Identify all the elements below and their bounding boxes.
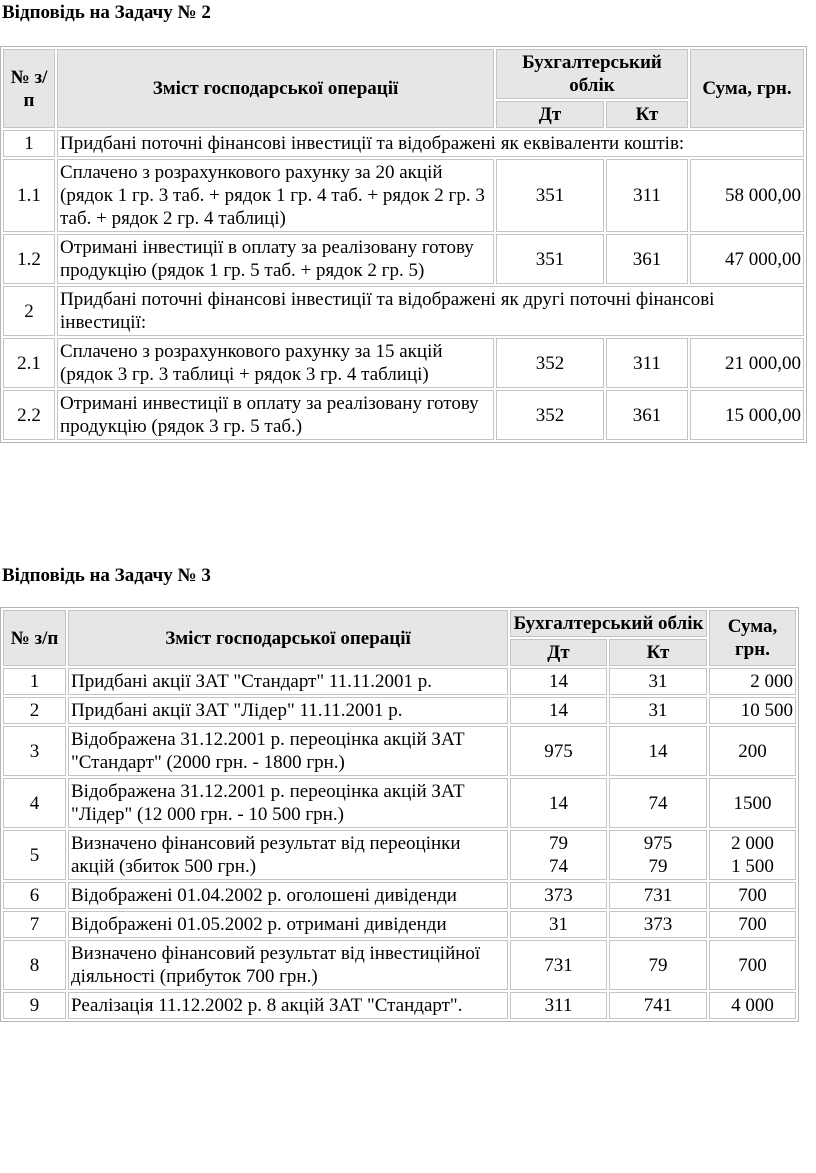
- row-text: Визначено фінансовий результат від переоцінки акцій (збиток 500 грн.): [68, 830, 508, 880]
- row-credit: 361: [606, 234, 688, 284]
- header-credit: Кт: [609, 639, 707, 666]
- row-credit-line: 975: [643, 833, 673, 854]
- row-num: 1: [3, 130, 55, 157]
- row-sum-line: 2 000: [731, 833, 774, 854]
- row-text: Сплачено з розрахункового рахунку за 20 акцій (рядок 1 гр. 3 таб. + рядок 1 гр. 4 таб. + рядок 2 гр. 3 таб. + рядок 2 гр. 4 таблиці): [57, 159, 494, 232]
- row-num: 1.1: [3, 159, 55, 232]
- row-debit: 352: [496, 390, 604, 440]
- row-num: 6: [3, 882, 66, 909]
- row-credit: 14: [609, 726, 707, 776]
- row-debit: 975: [510, 726, 607, 776]
- table-row: [3, 234, 804, 284]
- row-debit: 351: [496, 234, 604, 284]
- table-row: [3, 882, 796, 909]
- header-sum: Сума, грн.: [690, 49, 804, 128]
- row-sum: 700: [709, 911, 796, 938]
- header-credit: Кт: [606, 101, 688, 128]
- header-sum: Сума, грн.: [709, 610, 796, 666]
- section-text: Придбані поточні фінансові інвестиції та відображені як еквіваленти коштів:: [57, 130, 804, 157]
- row-credit: 741: [609, 992, 707, 1019]
- table-row: [3, 390, 804, 440]
- row-debit: 14: [510, 778, 607, 828]
- row-credit: 311: [606, 338, 688, 388]
- row-credit-line: 79: [648, 856, 668, 877]
- row-debit: 352: [496, 338, 604, 388]
- row-debit: [510, 830, 607, 880]
- row-debit-line: 74: [549, 856, 568, 877]
- row-credit: 31: [609, 697, 707, 724]
- row-num: 2.1: [3, 338, 55, 388]
- row-debit: 31: [510, 911, 607, 938]
- table-row: [3, 992, 796, 1019]
- row-credit: 79: [609, 940, 707, 990]
- task2-title: Відповідь на Задачу № 2: [2, 2, 211, 23]
- row-sum: 700: [709, 882, 796, 909]
- row-num: 2.2: [3, 390, 55, 440]
- row-debit-line: 79: [549, 833, 568, 854]
- task2-table: [0, 46, 807, 443]
- row-num: 1: [3, 668, 66, 695]
- row-credit: 373: [609, 911, 707, 938]
- header-num: № з/п: [3, 610, 66, 666]
- row-sum: [709, 830, 796, 880]
- row-num: 5: [3, 830, 66, 880]
- header-num: № з/п: [3, 49, 55, 128]
- row-num: 2: [3, 286, 55, 336]
- table-row: [3, 697, 796, 724]
- row-sum: 2 000: [709, 668, 796, 695]
- section-text: Придбані поточні фінансові інвестиції та відображені як другі поточні фінансові інвестиції:: [57, 286, 804, 336]
- table-row: [3, 668, 796, 695]
- row-text: Відображені 01.04.2002 р. оголошені дивіденди: [68, 882, 508, 909]
- row-debit: 14: [510, 668, 607, 695]
- row-sum: 10 500: [709, 697, 796, 724]
- table-row: [3, 338, 804, 388]
- row-text: Відображена 31.12.2001 р. переоцінка акцій ЗАТ "Лідер" (12 000 грн. - 10 500 грн.): [68, 778, 508, 828]
- row-text: Реалізація 11.12.2002 р. 8 акцій ЗАТ "Стандарт".: [68, 992, 508, 1019]
- table-row: [3, 911, 796, 938]
- row-num: 1.2: [3, 234, 55, 284]
- row-sum: 15 000,00: [690, 390, 804, 440]
- row-debit: 311: [510, 992, 607, 1019]
- row-sum: 58 000,00: [690, 159, 804, 232]
- row-num: 4: [3, 778, 66, 828]
- row-num: 9: [3, 992, 66, 1019]
- row-credit: 31: [609, 668, 707, 695]
- table-row: [3, 159, 804, 232]
- row-text: Придбані акції ЗАТ "Стандарт" 11.11.2001 р.: [68, 668, 508, 695]
- row-text: Відображена 31.12.2001 р. переоцінка акцій ЗАТ "Стандарт" (2000 грн. - 1800 грн.): [68, 726, 508, 776]
- table-row: [3, 940, 796, 990]
- row-sum: 21 000,00: [690, 338, 804, 388]
- row-text: Сплачено з розрахункового рахунку за 15 акцій (рядок 3 гр. 3 таблиці + рядок 3 гр. 4 таблиці): [57, 338, 494, 388]
- row-sum: 700: [709, 940, 796, 990]
- header-debit: Дт: [496, 101, 604, 128]
- row-sum-line: 1 500: [731, 856, 774, 877]
- row-text: Придбані акції ЗАТ "Лідер" 11.11.2001 р.: [68, 697, 508, 724]
- header-accounting: Бухгалтерський облік: [510, 610, 707, 637]
- table-row: [3, 778, 796, 828]
- table-row: [3, 726, 796, 776]
- row-text: Визначено фінансовий результат від інвестиційної діяльності (прибуток 700 грн.): [68, 940, 508, 990]
- row-sum: 1500: [709, 778, 796, 828]
- row-credit: 731: [609, 882, 707, 909]
- row-credit: 361: [606, 390, 688, 440]
- section-row: [3, 286, 804, 336]
- header-content: Зміст господарської операції: [68, 610, 508, 666]
- row-credit: 311: [606, 159, 688, 232]
- row-sum: 47 000,00: [690, 234, 804, 284]
- row-debit: 731: [510, 940, 607, 990]
- row-debit: 351: [496, 159, 604, 232]
- row-credit: 74: [609, 778, 707, 828]
- header-content: Зміст господарської операції: [57, 49, 494, 128]
- row-text: Отримані інвестиції в оплату за реалізовану готову продукцію (рядок 1 гр. 5 таб. + рядок 2 гр. 5): [57, 234, 494, 284]
- row-debit: 14: [510, 697, 607, 724]
- table-row: [3, 830, 796, 880]
- row-sum: 4 000: [709, 992, 796, 1019]
- row-credit: [609, 830, 707, 880]
- row-num: 8: [3, 940, 66, 990]
- row-text: Відображені 01.05.2002 р. отримані дивіденди: [68, 911, 508, 938]
- header-accounting: Бухгалтерський облік: [496, 49, 688, 99]
- row-num: 3: [3, 726, 66, 776]
- row-text: Отримані инвестиції в оплату за реалізовану готову продукцію (рядок 3 гр. 5 таб.): [57, 390, 494, 440]
- task3-title: Відповідь на Задачу № 3: [2, 565, 211, 586]
- section-row: [3, 130, 804, 157]
- row-num: 7: [3, 911, 66, 938]
- row-debit: 373: [510, 882, 607, 909]
- header-debit: Дт: [510, 639, 607, 666]
- row-sum: 200: [709, 726, 796, 776]
- row-num: 2: [3, 697, 66, 724]
- task3-table: [0, 607, 799, 1022]
